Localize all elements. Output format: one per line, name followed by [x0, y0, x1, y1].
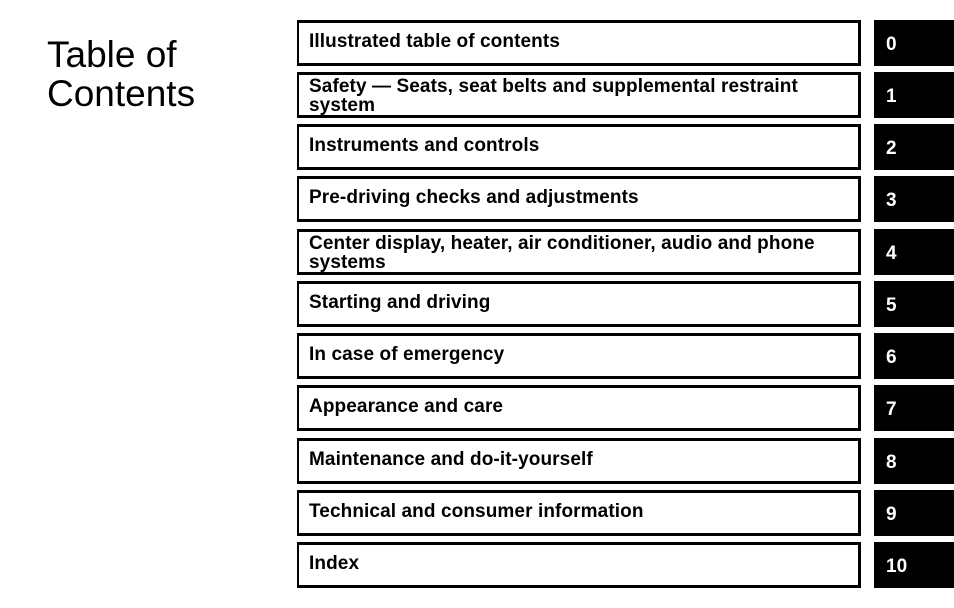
- chapter-tab[interactable]: [874, 438, 954, 484]
- chapter-number: 6: [886, 347, 897, 368]
- toc-entry-box[interactable]: [297, 72, 861, 118]
- toc-entry-label[interactable]: Center display, heater, air conditioner, audio and phone systems: [309, 233, 815, 273]
- toc-entry-6[interactable]: [297, 333, 954, 379]
- toc-entry-box[interactable]: [297, 176, 861, 222]
- toc-entry-box[interactable]: [297, 542, 861, 588]
- chapter-tab[interactable]: [874, 229, 954, 275]
- toc-entry-10[interactable]: [297, 542, 954, 588]
- toc-entry-0[interactable]: [297, 20, 954, 66]
- chapter-number: 0: [886, 34, 897, 55]
- page-title: [47, 35, 277, 113]
- toc-entry-label[interactable]: Safety — Seats, seat belts and supplemental restraint system: [309, 76, 798, 116]
- chapter-tab[interactable]: [874, 176, 954, 222]
- chapter-number: 2: [886, 138, 897, 159]
- toc-entry-label[interactable]: Technical and consumer information: [309, 501, 644, 522]
- chapter-number: 4: [886, 243, 897, 264]
- chapter-number: 9: [886, 504, 897, 525]
- page-title-line-2: Contents: [47, 72, 196, 114]
- toc-entry-2[interactable]: [297, 124, 954, 170]
- chapter-number: 1: [886, 86, 897, 107]
- toc-entry-7[interactable]: [297, 385, 954, 431]
- chapter-number: 8: [886, 452, 897, 473]
- toc-entry-box[interactable]: [297, 385, 861, 431]
- chapter-tab[interactable]: [874, 124, 954, 170]
- toc-entry-1[interactable]: [297, 72, 954, 118]
- chapter-number: 3: [886, 190, 897, 211]
- toc-entry-8[interactable]: [297, 438, 954, 484]
- chapter-tab[interactable]: [874, 490, 954, 536]
- toc-entry-5[interactable]: [297, 281, 954, 327]
- chapter-tab[interactable]: [874, 385, 954, 431]
- toc-entry-label[interactable]: Index: [309, 553, 360, 574]
- toc-entry-label[interactable]: Starting and driving: [309, 292, 491, 313]
- toc-entry-label[interactable]: Illustrated table of contents: [309, 31, 560, 52]
- toc-entry-9[interactable]: [297, 490, 954, 536]
- chapter-tab[interactable]: [874, 20, 954, 66]
- toc-entry-box[interactable]: [297, 490, 861, 536]
- chapter-tab[interactable]: [874, 333, 954, 379]
- chapter-number: 5: [886, 295, 897, 316]
- toc-entry-box[interactable]: [297, 281, 861, 327]
- toc-entry-box[interactable]: [297, 333, 861, 379]
- toc-entry-box[interactable]: [297, 20, 861, 66]
- chapter-number: 10: [886, 556, 908, 577]
- chapter-tab[interactable]: [874, 542, 954, 588]
- toc-entry-box[interactable]: [297, 229, 861, 275]
- toc-entry-label[interactable]: In case of emergency: [309, 344, 505, 365]
- toc-entry-label[interactable]: Instruments and controls: [309, 135, 540, 156]
- toc-entry-box[interactable]: [297, 124, 861, 170]
- toc-entry-4[interactable]: [297, 229, 954, 275]
- toc-entry-label[interactable]: Appearance and care: [309, 396, 504, 417]
- chapter-tab[interactable]: [874, 281, 954, 327]
- toc-entry-3[interactable]: [297, 176, 954, 222]
- toc-entry-label[interactable]: Maintenance and do-it-yourself: [309, 449, 593, 470]
- chapter-tab[interactable]: [874, 72, 954, 118]
- chapter-number: 7: [886, 399, 897, 420]
- toc-entry-box[interactable]: [297, 438, 861, 484]
- toc-entry-label[interactable]: Pre-driving checks and adjustments: [309, 187, 639, 208]
- page-title-line-1: Table of: [47, 33, 177, 75]
